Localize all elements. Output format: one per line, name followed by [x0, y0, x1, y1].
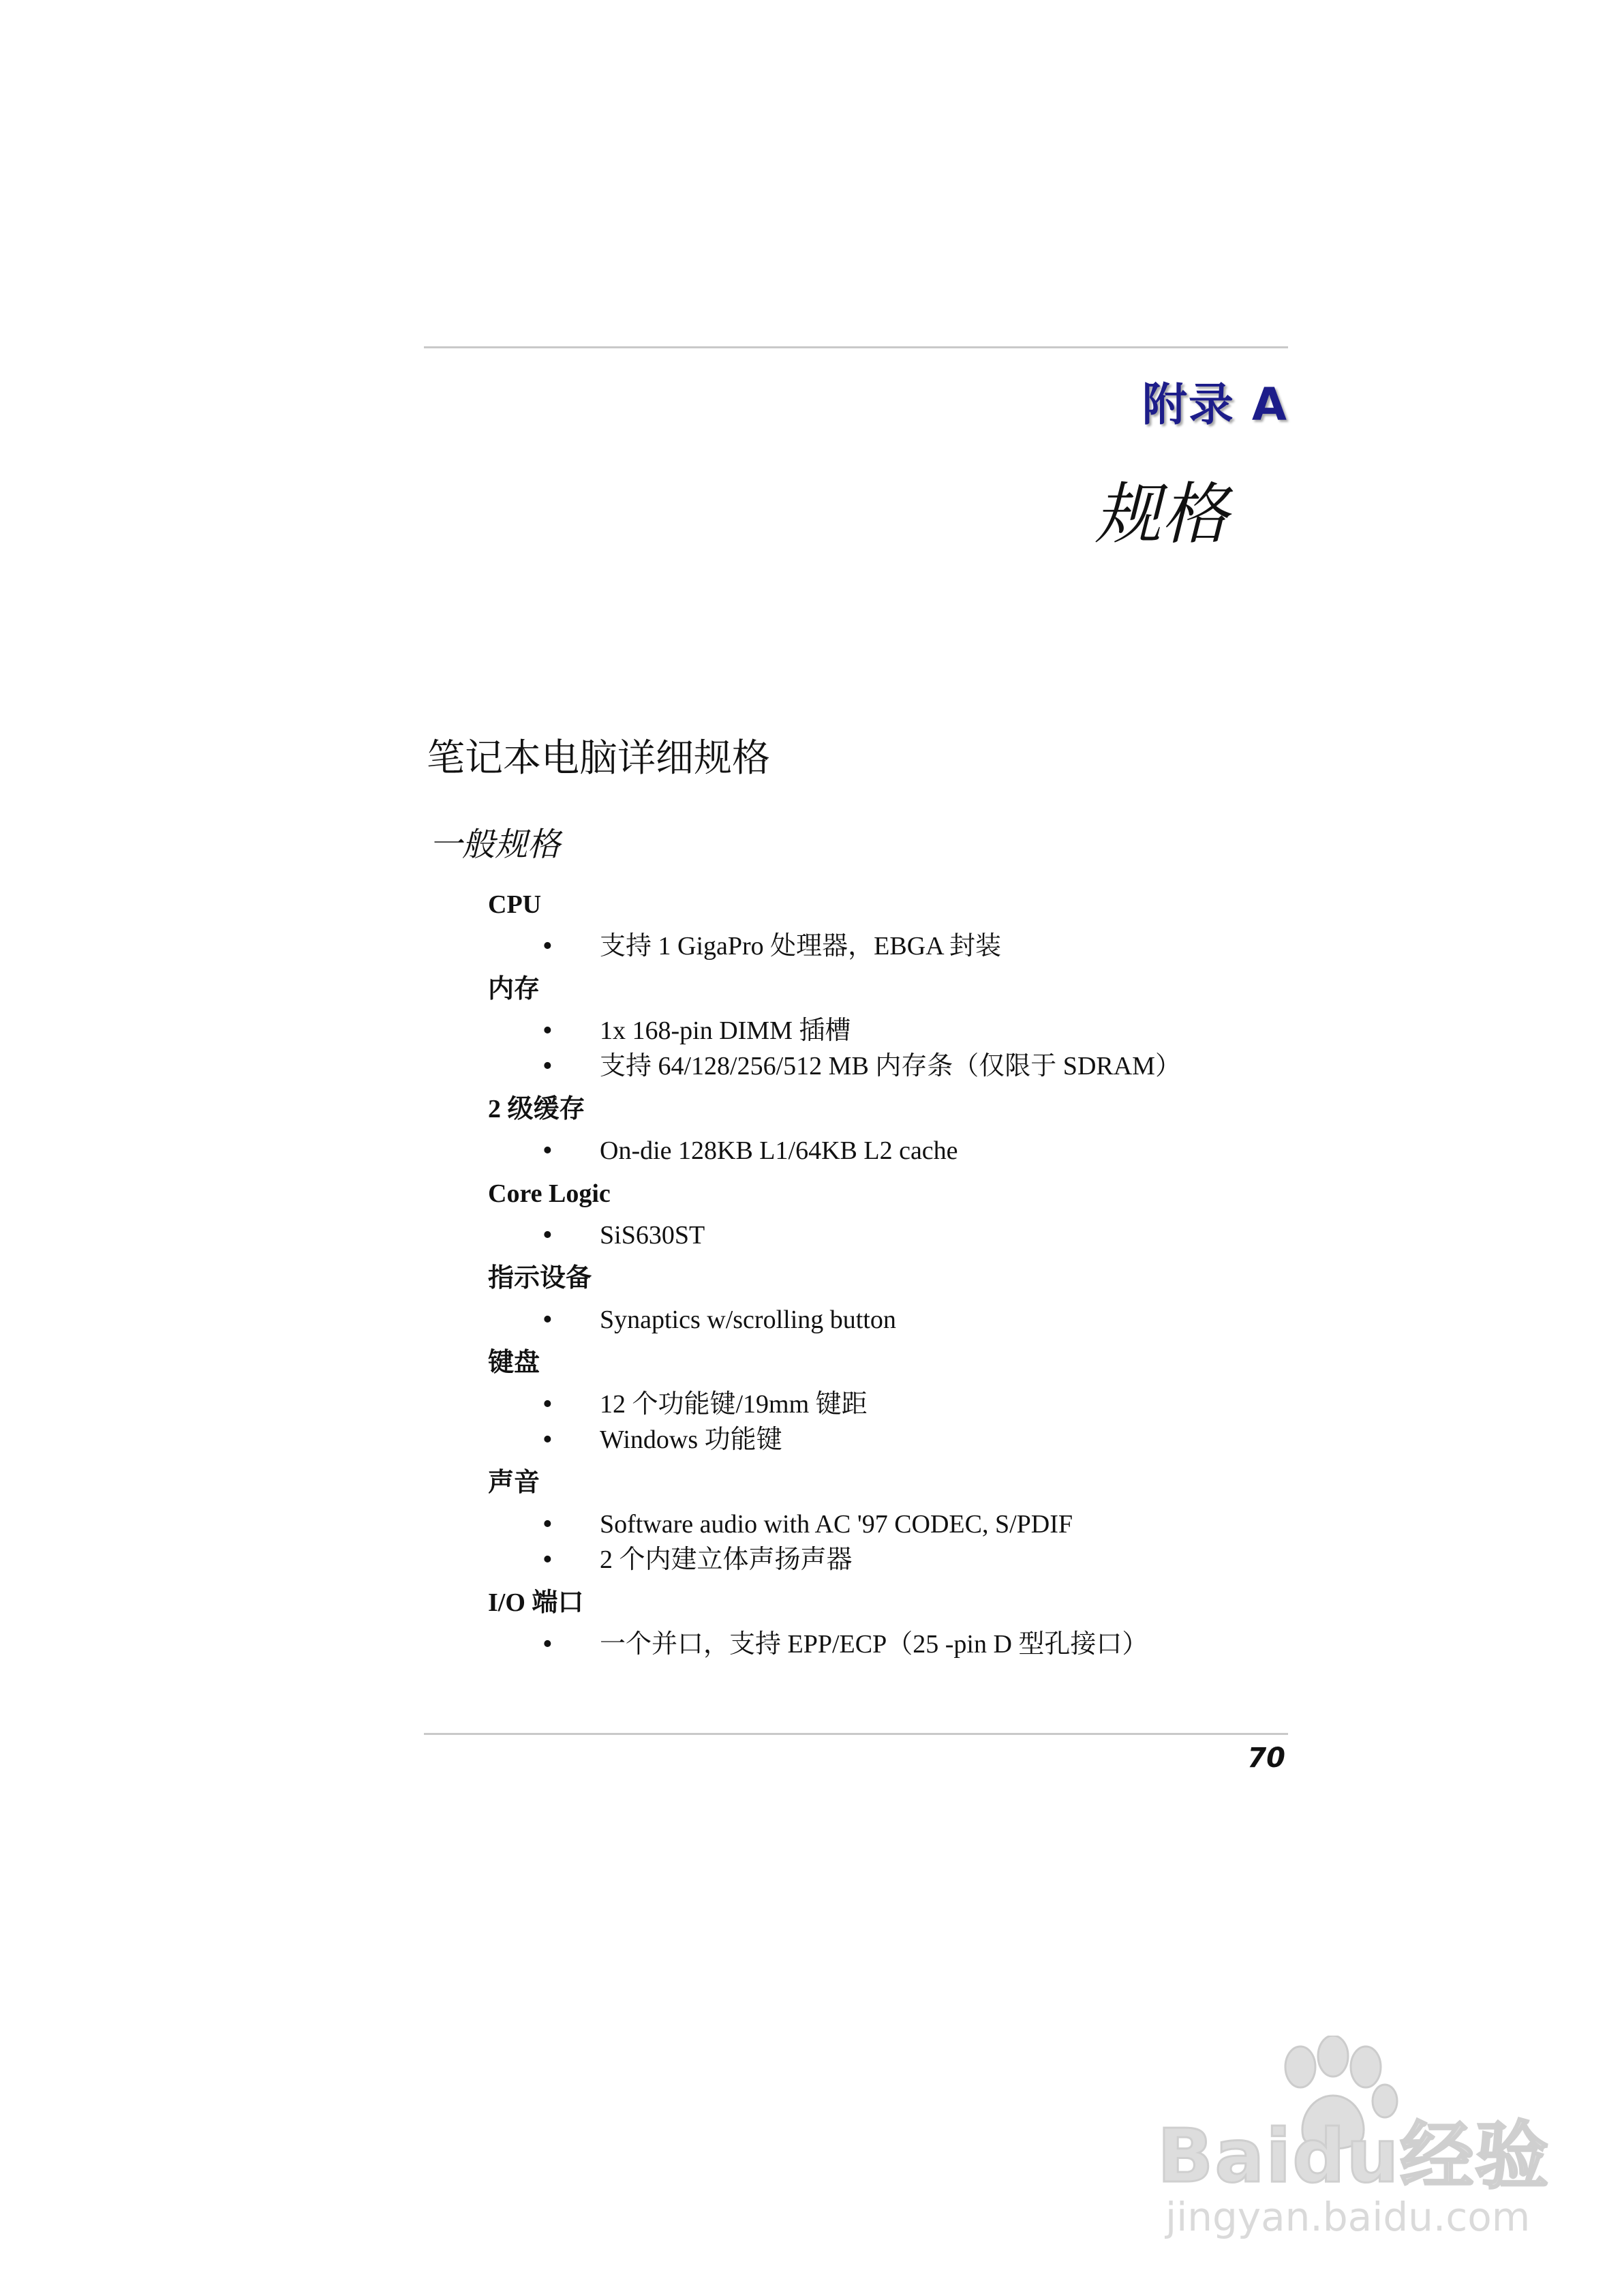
spec-bullets [488, 1013, 1306, 1084]
page-number: 70 [1247, 1742, 1285, 1774]
spec-heading: 2 级缓存 [488, 1095, 585, 1123]
spec-item: • On-die 128KB L1/64KB L2 cache [488, 1133, 1306, 1168]
baidu-watermark [1152, 2036, 1550, 2254]
spec-list [488, 886, 1306, 1669]
spec-item: • SiS630ST [488, 1218, 1306, 1253]
watermark-brand: Baidu经验 [1157, 2114, 1550, 2199]
spec-group-audio [488, 1464, 1306, 1577]
spec-item: • 1x 168-pin DIMM 插槽 [488, 1013, 1306, 1048]
spec-group-io-ports [488, 1584, 1306, 1662]
spec-heading: Core Logic [488, 1179, 611, 1208]
spec-item: • Synaptics w/scrolling button [488, 1302, 1306, 1338]
spec-heading: CPU [488, 890, 542, 919]
spec-group-core-logic [488, 1175, 1306, 1253]
spec-heading: 内存 [488, 975, 540, 1003]
spec-group-keyboard [488, 1344, 1306, 1457]
appendix-label: 附录 A [1142, 378, 1288, 431]
bottom-rule [424, 1733, 1288, 1735]
subsection-title: 一般规格 [429, 826, 561, 864]
spec-group-pointing-device [488, 1260, 1306, 1338]
spec-heading: 指示设备 [488, 1264, 592, 1293]
spec-item: • 12 个功能键/19mm 键距 [488, 1387, 1306, 1422]
spec-bullets [488, 1387, 1306, 1457]
spec-item: • 一个并口，支持 EPP/ECP（25 -pin D 型孔接口） [488, 1627, 1306, 1662]
spec-item: • 支持 64/128/256/512 MB 内存条（仅限于 SDRAM） [488, 1048, 1306, 1084]
top-rule [424, 346, 1288, 348]
spec-heading: 键盘 [488, 1348, 540, 1377]
spec-item: • 支持 1 GigaPro 处理器，EBGA 封装 [488, 928, 1306, 964]
spec-group-l2-cache [488, 1091, 1306, 1168]
spec-item: • Windows 功能键 [488, 1422, 1306, 1457]
spec-bullets [488, 1133, 1306, 1168]
spec-bullets [488, 1507, 1306, 1577]
spec-item: • Software audio with AC '97 CODEC, S/PDIF [488, 1507, 1306, 1542]
spec-heading: I/O 端口 [488, 1588, 584, 1617]
spec-group-cpu [488, 886, 1306, 964]
chapter-title: 规格 [1094, 476, 1228, 554]
watermark-domain: jingyan.baidu.com [1165, 2194, 1531, 2240]
spec-group-memory [488, 971, 1306, 1084]
spec-bullets [488, 1627, 1306, 1662]
spec-bullets [488, 1302, 1306, 1338]
spec-item: • 2 个内建立体声扬声器 [488, 1542, 1306, 1577]
section-title: 笔记本电脑详细规格 [427, 736, 770, 781]
spec-bullets [488, 1218, 1306, 1253]
spec-bullets [488, 928, 1306, 964]
spec-heading: 声音 [488, 1468, 540, 1497]
